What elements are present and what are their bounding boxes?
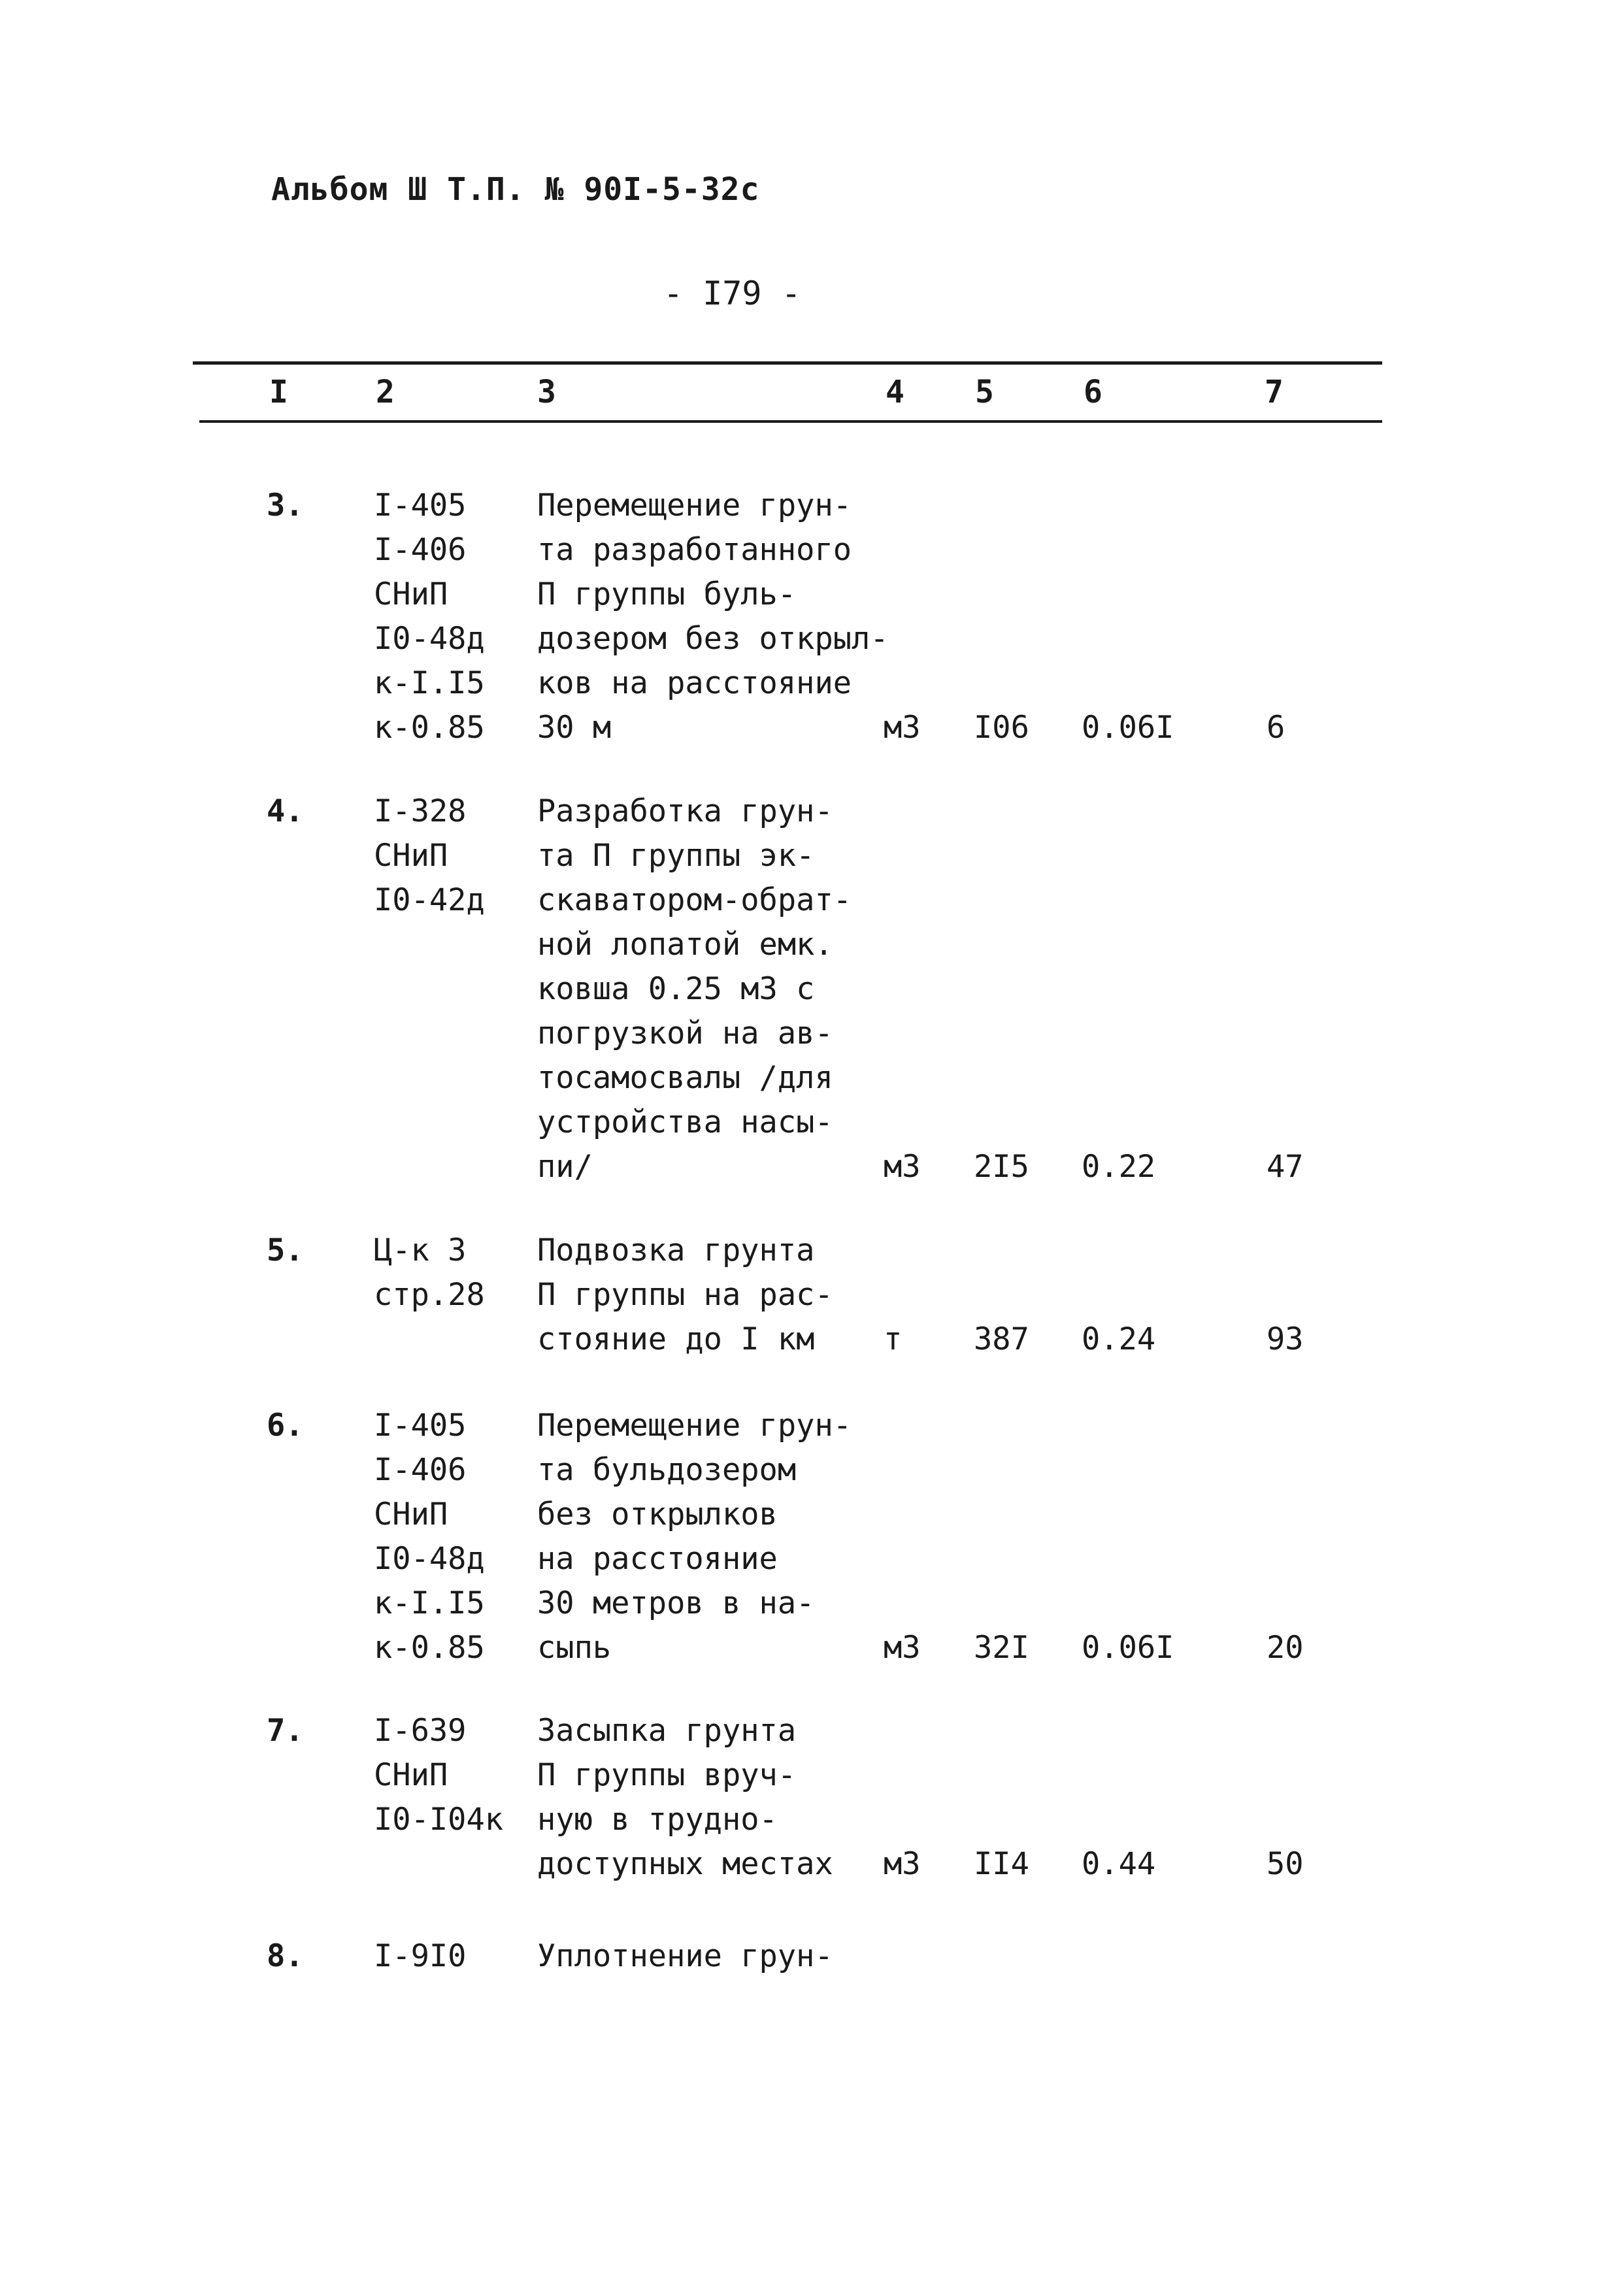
work-description: стояние до I км [537,1321,815,1357]
norm-code: СНиП [374,1757,448,1793]
work-description: Засыпка грунта [537,1713,797,1749]
unit-of-measure: т [884,1321,903,1357]
unit-of-measure: м3 [884,1846,921,1882]
work-description: Перемещение грун- [537,1408,852,1444]
column-header-7: 7 [1265,374,1284,410]
quantity: II4 [974,1846,1029,1882]
norm-code: СНиП [374,576,448,612]
work-description: тосамосвалы /для [537,1060,833,1096]
work-description: Разработка грун- [537,793,833,829]
norm-code: I0-48д [374,621,485,657]
work-description: 30 м [537,710,612,746]
norm-code: I-9I0 [374,1938,467,1974]
work-description: ной лопатой емк. [537,927,833,963]
column-header-3: 3 [537,374,556,410]
work-description: та П группы эк- [537,838,815,874]
norm-code: к-I.I5 [374,1585,485,1621]
norm-code: I-405 [374,1408,467,1444]
work-description: П группы на рас- [537,1277,833,1313]
work-description: та разработанного [537,532,852,568]
column-header-5: 5 [975,374,994,410]
work-description: на расстояние [537,1541,778,1577]
work-description: без открылков [537,1496,778,1532]
column-header-4: 4 [886,374,904,410]
norm-code: к-0.85 [374,710,485,746]
norm-code: СНиП [374,838,448,874]
norm-code: стр.28 [374,1277,485,1313]
norm-code: I0-42д [374,882,485,918]
unit-of-measure: м3 [884,1630,921,1666]
total-value: 47 [1267,1149,1304,1185]
work-description: Уплотнение грун- [537,1938,833,1974]
work-description: та бульдозером [537,1452,797,1488]
work-description: Подвозка грунта [537,1232,815,1268]
work-description: погрузкой на ав- [537,1015,833,1051]
total-value: 6 [1267,710,1285,746]
row-number: 3. [267,487,304,523]
norm-code: I-406 [374,532,467,568]
time-norm: 0.24 [1082,1321,1156,1357]
quantity: 32I [974,1630,1029,1666]
table-top-rule [193,361,1382,365]
work-description: ную в трудно- [537,1802,778,1838]
unit-of-measure: м3 [884,1149,921,1185]
quantity: 387 [974,1321,1029,1357]
norm-code: к-0.85 [374,1630,485,1666]
norm-code: I-639 [374,1713,467,1749]
norm-code: I0-48д [374,1541,485,1577]
work-description: П группы буль- [537,576,797,612]
work-description: 30 метров в на- [537,1585,815,1621]
norm-code: СНиП [374,1496,448,1532]
row-number: 5. [267,1232,304,1268]
time-norm: 0.44 [1082,1846,1156,1882]
time-norm: 0.06I [1082,710,1174,746]
work-description: дозером без открыл- [537,621,889,657]
unit-of-measure: м3 [884,710,921,746]
quantity: 2I5 [974,1149,1029,1185]
quantity: I06 [974,710,1029,746]
time-norm: 0.06I [1082,1630,1174,1666]
norm-code: I0-I04к [374,1802,504,1838]
row-number: 7. [267,1713,304,1749]
row-number: 4. [267,793,304,829]
total-value: 50 [1267,1846,1304,1882]
table-header-rule [199,420,1382,423]
norm-code: I-406 [374,1452,467,1488]
column-header-2: 2 [376,374,395,410]
page-number: - I79 - [663,274,801,312]
norm-code: I-405 [374,487,467,523]
work-description: ковша 0.25 м3 с [537,971,815,1007]
time-norm: 0.22 [1082,1149,1156,1185]
work-description: скаватором-обрат- [537,882,852,918]
row-number: 6. [267,1408,304,1444]
row-number: 8. [267,1938,304,1974]
album-reference: Альбом Ш Т.П. № 90I-5-32с [271,171,760,208]
column-header-1: I [269,374,288,410]
total-value: 20 [1267,1630,1304,1666]
work-description: ков на расстояние [537,665,852,701]
work-description: сыпь [537,1630,612,1666]
norm-code: I-328 [374,793,467,829]
column-header-6: 6 [1084,374,1102,410]
work-description: устройства насы- [537,1104,833,1140]
work-description: Перемещение грун- [537,487,852,523]
work-description: П группы вруч- [537,1757,797,1793]
work-description: доступных местах [537,1846,833,1882]
work-description: пи/ [537,1149,593,1185]
norm-code: к-I.I5 [374,665,485,701]
norm-code: Ц-к 3 [374,1232,467,1268]
total-value: 93 [1267,1321,1304,1357]
